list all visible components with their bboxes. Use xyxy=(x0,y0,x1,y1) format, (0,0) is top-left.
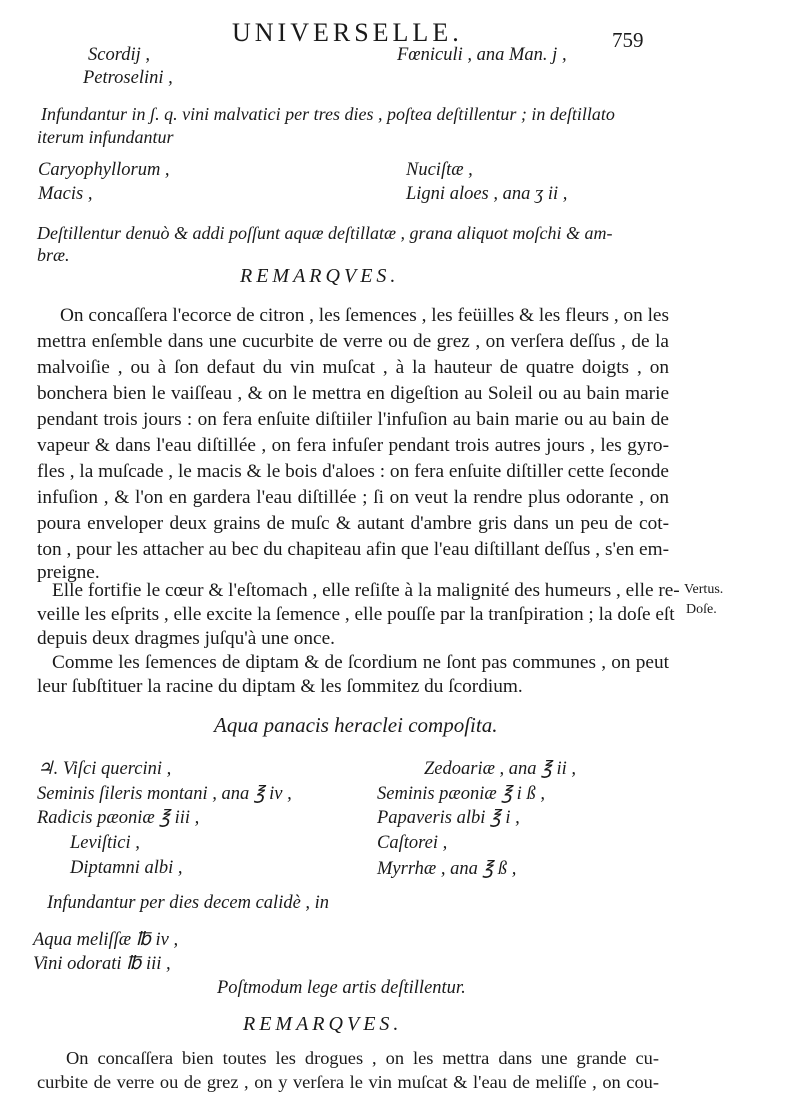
paragraph-line: preigne. xyxy=(37,562,100,583)
paragraph-line: bonchera bien le vaiſſeau , & on le mettra en digeſtion au Soleil ou au bain marie xyxy=(37,383,669,404)
paragraph-line: On concaſſera l'ecorce de citron , les ſemences , les feüilles & les fleurs , on les xyxy=(60,305,669,326)
paragraph-line: curbite de verre ou de grez , on y verſera le vin muſcat & l'eau de meliſſe , on cou- xyxy=(37,1072,659,1092)
paragraph-line: poura enveloper deux grains de muſc & autant d'ambre gris dans un peu de cot- xyxy=(37,513,669,534)
ingredient-line: Seminis ſileris montani , ana ℥ iv , xyxy=(37,784,292,804)
paragraph-line: infuſion , & l'on en gardera l'eau diſtillée ; ſi on veut la rendre plus odorante , on xyxy=(37,487,669,508)
ingredient-line: Ligni aloes , ana ʒ ii , xyxy=(406,184,568,204)
ingredient-line: Vini odorati ℔ iii , xyxy=(33,954,171,974)
paragraph-line: vapeur & dans l'eau diſtillée , on fera infuſer pendant trois autres jours , les gyro- xyxy=(37,435,669,456)
ingredient-line: Seminis pæoniæ ℥ i ß , xyxy=(377,784,545,804)
paragraph-line: leur ſubſtituer la racine du diptam & les ſommitez du ſcordium. xyxy=(37,676,523,697)
paragraph-line: ton , pour les attacher au bec du chapiteau afin que l'eau diſtillant deſſus , s'en em- xyxy=(37,539,669,560)
instruction-line: Deſtillentur denuò & addi poſſunt aquæ deſtillatæ , grana aliquot moſchi & am- xyxy=(37,223,613,243)
recipe-title: Aqua panacis heraclei compoſita. xyxy=(214,713,498,737)
paragraph-line: Elle fortifie le cœur & l'eſtomach , elle reſiſte à la malignité des humeurs , elle re- xyxy=(52,580,680,601)
ingredient-line: Scordij , xyxy=(88,45,151,65)
instruction-line: Poſtmodum lege artis deſtillentur. xyxy=(217,978,466,998)
instruction-line: Infundantur per dies decem calidè , in xyxy=(47,893,330,913)
ingredient-line: ♃. Viſci quercini , xyxy=(37,759,172,779)
section-heading: REMARQVES. xyxy=(240,265,400,287)
ingredient-line: Macis , xyxy=(38,184,93,204)
ingredient-line: Papaveris albi ℥ i , xyxy=(377,808,520,828)
paragraph-line: veille les eſprits , elle excite la ſemence , elle pouſſe par la tranſpiration ; la doſe eſt xyxy=(37,604,675,625)
instruction-line: Infundantur in ʃ. q. vini malvatici per tres dies , poſtea deſtillentur ; in deſtillato xyxy=(41,104,615,124)
margin-note-dose: Doſe. xyxy=(686,602,717,617)
ingredient-line: Aqua meliſſæ ℔ iv , xyxy=(33,930,179,950)
section-heading: REMARQVES. xyxy=(243,1013,403,1035)
paragraph-line: On concaſſera bien toutes les drogues , on les mettra dans une grande cu- xyxy=(66,1048,659,1068)
ingredient-line: Caryophyllorum , xyxy=(38,160,170,180)
ingredient-line: Petroselini , xyxy=(83,68,173,88)
paragraph-line: mettra enſemble dans une cucurbite de verre ou de grez , on verſera deſſus , de la xyxy=(37,331,669,352)
paragraph-line: pendant trois jours : on fera enſuite diſtiiler l'infuſion au bain marie ou au bain de xyxy=(37,409,669,430)
paragraph-line: malvoiſie , ou à ſon defaut du vin muſcat , à la hauteur de quatre doigts , on xyxy=(37,357,669,378)
paragraph-line: fles , la muſcade , le macis & le bois d'aloes : on fera enſuite diſtiller cette ſeconde xyxy=(37,461,669,482)
ingredient-line: Myrrhæ , ana ℥ ß , xyxy=(377,859,517,879)
running-title: UNIVERSELLE. xyxy=(232,18,463,47)
ingredient-line: Nuciſtæ , xyxy=(406,160,473,180)
ingredient-line: Fœniculi , ana Man. j , xyxy=(397,45,567,65)
ingredient-line: Leviſtici , xyxy=(70,833,140,853)
ingredient-line: Radicis pæoniæ ℥ iii , xyxy=(37,808,200,828)
instruction-line: iterum infundantur xyxy=(37,127,174,147)
paragraph-line: Comme les ſemences de diptam & de ſcordium ne ſont pas communes , on peut xyxy=(52,652,669,673)
ingredient-line: Diptamni albi , xyxy=(70,858,183,878)
ingredient-line: Caſtorei , xyxy=(377,833,448,853)
margin-note-vertus: Vertus. xyxy=(684,582,724,597)
paragraph-line: depuis deux dragmes juſqu'à une once. xyxy=(37,628,335,649)
page-number: 759 xyxy=(612,28,644,52)
instruction-line: bræ. xyxy=(37,245,70,265)
ingredient-line: Zedoariæ , ana ℥ ii , xyxy=(424,759,577,779)
